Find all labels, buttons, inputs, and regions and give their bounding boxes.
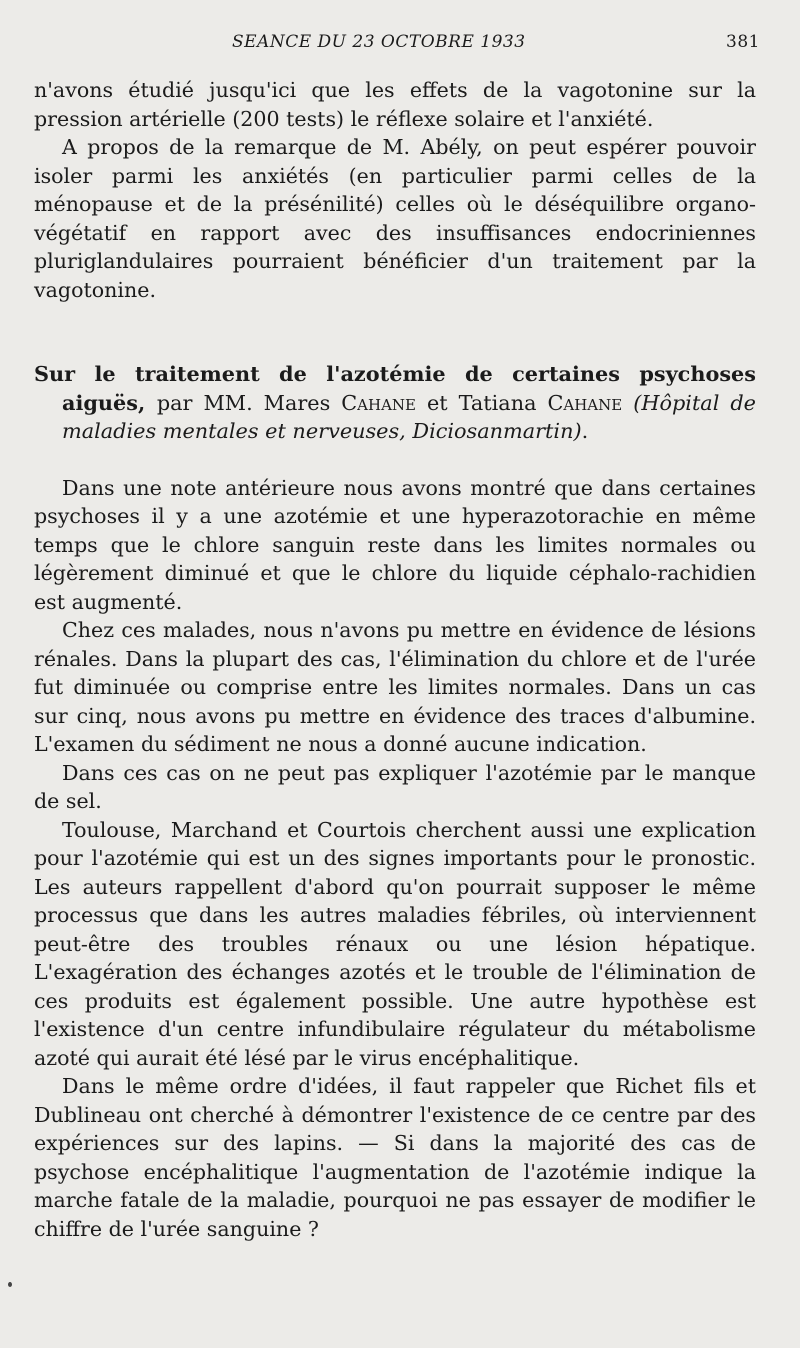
byline-end: .	[581, 419, 589, 443]
byline-prefix: par MM. Mares	[156, 390, 331, 415]
article-byline	[62, 391, 756, 444]
page-header	[0, 30, 800, 60]
paragraph: Dans le même ordre d'idées, il faut rappeler que Richet fils et Dublineau ont cherché à démontrer l'existence de ce centre par des expériences sur des lapins. — Si dans la majorité des cas de psychose encéphalitique l'augmentation de l'azotémie indique la marche fatale de la maladie, pourquoi ne pas essayer de modifier le chiffre de l'urée sanguine ?	[34, 1074, 756, 1241]
article-title: Sur le traitement de l'azotémie de certaines psychoses aiguës,	[34, 361, 756, 415]
page-number: 381	[726, 32, 760, 52]
author-surname: Cahane	[547, 390, 623, 415]
paragraph: Toulouse, Marchand et Courtois cherchent aussi une explication pour l'azotémie qui est un des signes importants pour le pronostic. Les auteurs rappellent d'abord qu'on pourrait supposer le même processus que dans les autres maladies fébriles, où interviennent peut-être des troubles rénaux ou une lésion hépatique. L'exagération des échanges azotés et le trouble de l'élimination de ces produits est également possible. Une autre hypothèse est l'existence d'un centre infundibulaire régulateur du métabolisme azoté qui aurait été lésé par le virus encéphalitique.	[34, 817, 756, 1070]
paragraph: Chez ces malades, nous n'avons pu mettre en évidence de lésions rénales. Dans la plupart des cas, l'élimination du chlore et de l'urée fut diminuée ou comprise entre les limites normales. Dans un cas sur cinq, nous avons pu mettre en évidence des traces d'albumine. L'examen du sédiment ne nous a donné aucune indication.	[34, 618, 756, 756]
section-gap	[34, 304, 756, 332]
running-title: SEANCE DU 23 OCTOBRE 1933	[232, 32, 526, 52]
author-surname: Cahane	[341, 390, 416, 415]
body-text	[34, 76, 756, 1243]
paragraph: Dans une note antérieure nous avons montré que dans certaines psychoses il y a une azotémie et une hyperazotorachie en même temps que le chlore sanguin reste dans les limites normales ou légèrement diminué et que le chlore du liquide céphalo-rachidien est augmenté.	[34, 475, 756, 614]
article-heading	[34, 360, 756, 446]
byline-and: et Tatiana	[426, 390, 537, 415]
section-gap	[34, 332, 756, 360]
paragraph: n'avons étudié jusqu'ici que les effets de la vagotonine sur la pression artérielle (200 tests) le réflexe solaire et l'anxiété.	[34, 78, 756, 131]
paragraph: Dans ces cas on ne peut pas expliquer l'azotémie par le manque de sel.	[34, 760, 756, 813]
paragraph: A propos de la remarque de M. Abély, on peut espérer pouvoir isoler parmi les anxiétés (en particulier parmi celles de la ménopause et de la présénilité) celles où le déséquilibre organo-végétatif en rapport avec des insuffisances endocriniennes pluriglandulaires pourraient bénéficier d'un traitement par la vagotonine.	[34, 135, 756, 302]
ink-spot	[8, 1282, 12, 1287]
affiliation: (Hôpital de maladies mentales et nerveuses, Diciosanmartin)	[62, 390, 756, 443]
